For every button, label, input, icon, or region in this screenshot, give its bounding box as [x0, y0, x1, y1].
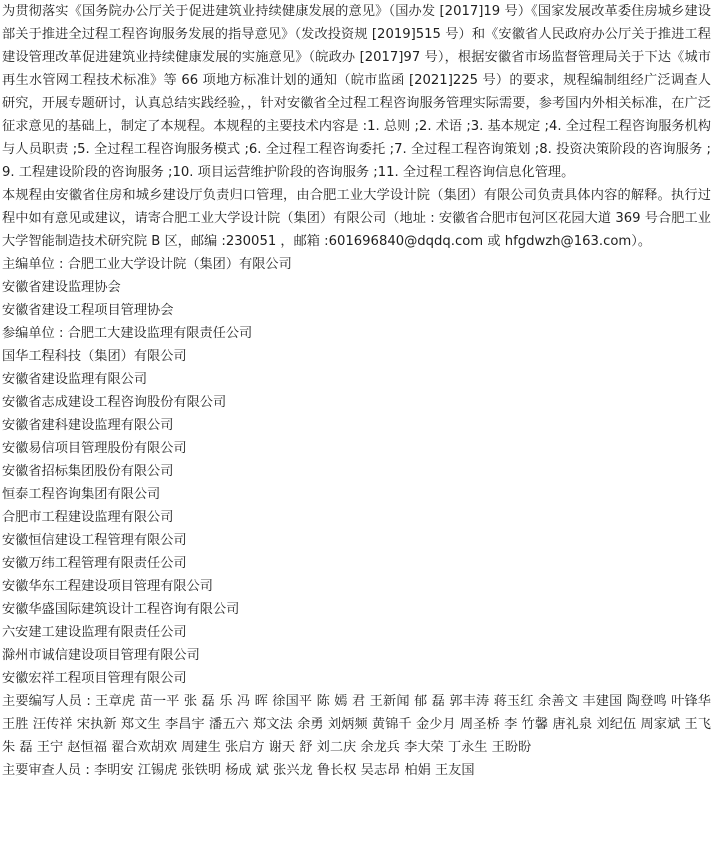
main-drafters: 主要编写人员 : 王章虎 苗一平 张 磊 乐 冯 晖 徐国平 陈 嫣 君 王新闻 郁 磊 郭丰涛 蒋玉红 余善文 丰建国 陶登鸣 叶锋华 王胜 汪传祥 宋执新 郑文生 李昌宇 潘五六 郑文法 余勇 刘炳频 黄锦千 金少月 周圣桥 李 竹馨 唐礼泉 刘纪伍 周家斌 王飞 朱 磊 王宁 赵恒福 翟合欢胡欢 周建生 张启方 谢天 舒 刘二庆 余龙兵 李大荣 丁永生 王盼盼: [2, 694, 711, 755]
chief-unit-item: 安徽省建设监理协会: [2, 280, 121, 295]
management-paragraph: 本规程由安徽省住房和城乡建设厅负责归口管理，由合肥工业大学设计院（集团）有限公司负责具体内容的解释。执行过程中如有意见或建议，请寄合肥工业大学设计院（集团）有限公司（地址 : 安徽省合肥市包河区花园大道 369 号合肥工业大学智能制造技术研究院 B 区，邮编 :230051 ，邮箱 :601696840@dqdq.com 或 hfgdwzh@163.com）。: [2, 188, 711, 249]
chief-unit-item: 安徽省建设工程项目管理协会: [2, 303, 174, 318]
participating-unit-item: 安徽省志成建设工程咨询股份有限公司: [2, 395, 227, 410]
participating-unit-item: 安徽省招标集团股份有限公司: [2, 464, 174, 479]
chief-units-list: [2, 276, 711, 322]
participating-unit-item: 恒泰工程咨询集团有限公司: [2, 487, 161, 502]
participating-unit-item: 滁州市诚信建设项目管理有限公司: [2, 648, 200, 663]
participating-unit-item: 安徽华盛国际建筑设计工程咨询有限公司: [2, 602, 240, 617]
participating-unit-item: 合肥市工程建设监理有限公司: [2, 510, 174, 525]
participating-units-line: 参编单位 : 合肥工大建设监理有限责任公司: [2, 326, 253, 341]
chief-units-line: 主编单位 : 合肥工业大学设计院（集团）有限公司: [2, 257, 292, 272]
participating-unit-item: 六安建工建设监理有限责任公司: [2, 625, 187, 640]
participating-units-list: [2, 345, 711, 690]
participating-unit-item: 安徽华东工程建设项目管理有限公司: [2, 579, 213, 594]
participating-unit-item: 国华工程科技（集团）有限公司: [2, 349, 187, 364]
participating-unit-item: 安徽万纬工程管理有限责任公司: [2, 556, 187, 571]
participating-unit-item: 安徽易信项目管理股份有限公司: [2, 441, 187, 456]
participating-unit-item: 安徽恒信建设工程管理有限公司: [2, 533, 187, 548]
participating-unit-item: 安徽省建设监理有限公司: [2, 372, 148, 387]
participating-unit-item: 安徽省建科建设监理有限公司: [2, 418, 174, 433]
intro-paragraph: 为贯彻落实《国务院办公厅关于促进建筑业持续健康发展的意见》（国办发 [2017]19 号）《国家发展改革委住房城乡建设部关于推进全过程工程咨询服务发展的指导意见》（发改投资规 [2019]515 号）和《安徽省人民政府办公厅关于推进工程建设管理改革促进建筑业持续健康发展的实施意见》（皖政办 [2017]97 号），根据安徽省市场监督管理局关于下达《城市再生水管网工程技术标准》等 66 项地方标准计划的通知（皖市监函 [2021]225 号）的要求，规程编制组经广泛调查人研究，开展专题研讨，认真总结实践经验，，针对安徽省全过程工程咨询服务管理实际需要，参考国内外相关标准，在广泛征求意见的基础上，制定了本规程。本规程的主要技术内容是 :1. 总则 ;2. 术语 ;3. 基本规定 ;4. 全过程工程咨询服务机构与人员职责 ;5. 全过程工程咨询服务模式 ;6. 全过程工程咨询委托 ;7. 全过程工程咨询策划 ;8. 投资决策阶段的咨询服务 ;9. 工程建设阶段的咨询服务 ;10. 项目运营维护阶段的咨询服务 ;11. 全过程工程咨询信息化管理。: [2, 4, 711, 180]
main-reviewers: 主要审查人员 : 李明安 江锡虎 张铁明 杨成 斌 张兴龙 鲁长权 吴志昂 柏娟 王友国: [2, 763, 475, 778]
participating-unit-item: 安徽宏祥工程项目管理有限公司: [2, 671, 187, 686]
